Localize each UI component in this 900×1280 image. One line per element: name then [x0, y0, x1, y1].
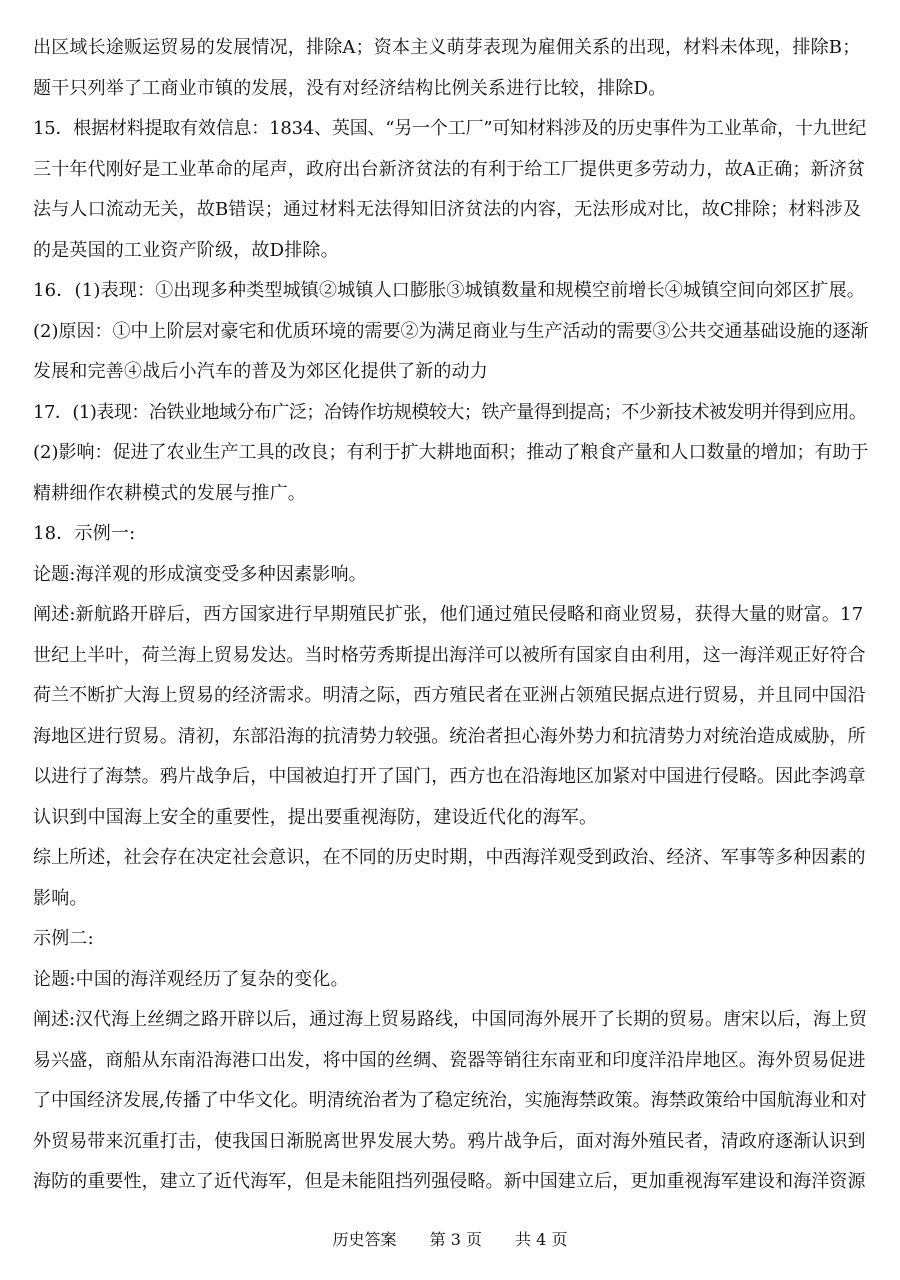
text-line: 精耕细作农耕模式的发展与推广。 — [33, 482, 306, 504]
text-line: 认识到中国海上安全的重要性，提出要重视海防，建设近代化的海军。 — [33, 806, 598, 828]
text-line: 三十年代刚好是工业革命的尾声，政府出台新济贫法的有利于给工厂提供更多劳动力，故A正确；新济贫 — [33, 158, 866, 180]
text-line: (2)影响：促进了农业生产工具的改良；有利于扩大耕地面积；推动了粮食产量和人口数量的增加；有助于 — [33, 442, 869, 463]
text-line: 出区域长途贩运贸易的发展情况，排除A；资本主义萌芽表现为雇佣关系的出现，材料未体现，排除B； — [33, 37, 861, 58]
footer-subject: 历史答案 — [332, 1230, 397, 1249]
document-body — [33, 28, 869, 1203]
text-line: 论题:中国的海洋观经历了复杂的变化。 — [33, 968, 349, 990]
text-line: 阐述:汉代海上丝绸之路开辟以后，通过海上贸易路线，中国同海外展开了长期的贸易。唐宋以后，海上贸 — [33, 1009, 868, 1030]
page-footer — [0, 1228, 900, 1252]
text-line: 论题:海洋观的形成演变受多种因素影响。 — [33, 563, 367, 585]
text-line: 荷兰不断扩大海上贸易的经济需求。明清之际，西方殖民者在亚洲占领殖民据点进行贸易，并且同中国沿 — [33, 685, 866, 706]
text-line: (2)原因：①中上阶层对豪宅和优质环境的需要②为满足商业与生产活动的需要③公共交通基础设施的逐渐 — [33, 320, 869, 342]
text-line: 易兴盛，商船从东南沿海港口出发，将中国的丝绸、瓷器等销往东南亚和印度洋沿岸地区。海外贸易促进 — [33, 1049, 866, 1071]
text-line: 影响。 — [33, 887, 88, 909]
text-line: 阐述:新航路开辟后，西方国家进行早期殖民扩张，他们通过殖民侵略和商业贸易，获得大量的财富。17 — [33, 604, 864, 625]
text-line: 题干只列举了工商业市镇的发展，没有对经济结构比例关系进行比较，排除D。 — [33, 77, 667, 99]
text-line: 15．根据材料提取有效信息：1834、英国、“另一个工厂”可知材料涉及的历史事件为工业革命，十九世纪 — [33, 118, 867, 139]
footer-page-number: 第 3 页 — [429, 1230, 482, 1249]
text-line: 了中国经济发展,传播了中华文化。明清统治者为了稳定统治，实施海禁政策。海禁政策给中国航海业和对 — [33, 1090, 867, 1111]
text-line: 法与人口流动无关，故B错误；通过材料无法得知旧济贫法的内容，无法形成对比，故C排除；材料涉及 — [33, 199, 862, 220]
text-line: 发展和完善④战后小汽车的普及为郊区化提供了新的动力 — [33, 361, 488, 382]
text-line: 示例二: — [33, 928, 94, 949]
text-line: 17．(1)表现：冶铁业地域分布广泛；冶铸作坊规模较大；铁产量得到提高；不少新技术被发明并得到应用。 — [33, 401, 867, 423]
text-line: 海防的重要性，建立了近代海军，但是未能阻挡列强侵略。新中国建立后，更加重视海军建设和海洋资源 — [33, 1171, 866, 1192]
text-line: 海地区进行贸易。清初，东部沿海的抗清势力较强。统治者担心海外势力和抗清势力对统治造成威胁，所 — [33, 725, 866, 747]
text-line: 的是英国的工业资产阶级，故D排除。 — [33, 239, 339, 261]
text-line: 世纪上半叶，荷兰海上贸易发达。当时格劳秀斯提出海洋可以被所有国家自由利用，这一海洋观正好符合 — [33, 644, 866, 666]
text-line: 以进行了海禁。鸦片战争后，中国被迫打开了国门，西方也在沿海地区加紧对中国进行侵略。因此李鸿章 — [33, 766, 866, 787]
footer-total-pages: 共 4 页 — [515, 1230, 568, 1249]
text-line: 综上所述，社会存在决定社会意识，在不同的历史时期，中西海洋观受到政治、经济、军事等多种因素的 — [33, 847, 866, 868]
text-line: 18．示例一: — [33, 523, 136, 544]
text-line: 16．(1)表现：①出现多种类型城镇②城镇人口膨胀③城镇数量和规模空前增长④城镇空间向郊区扩展。 — [33, 280, 865, 301]
text-line: 外贸易带来沉重打击，使我国日渐脱离世界发展大势。鸦片战争后，面对海外殖民者，清政府逐渐认识到 — [33, 1130, 866, 1152]
